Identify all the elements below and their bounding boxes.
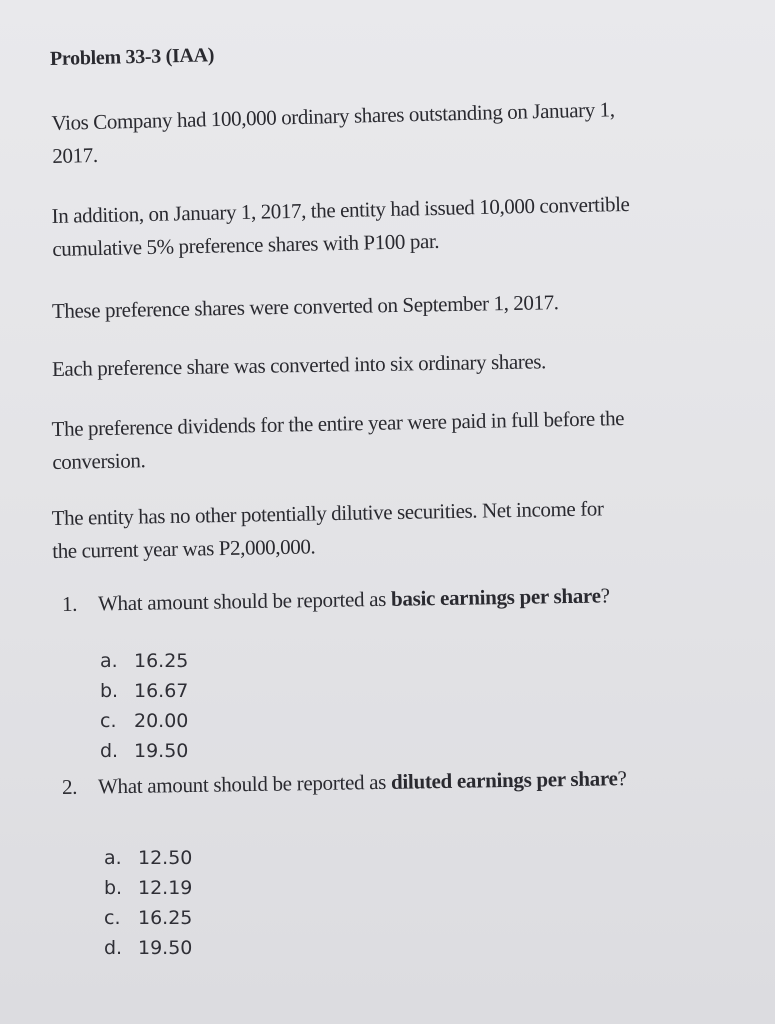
- choice-value: 20.00: [134, 710, 189, 732]
- choice-label: d.: [100, 740, 119, 762]
- choice-d[interactable]: [100, 736, 188, 766]
- question-text: What amount should be reported as: [97, 586, 392, 616]
- choices-basic-eps: [100, 646, 188, 766]
- choice-label: a.: [100, 650, 118, 672]
- paragraph-line: conversion.: [52, 448, 146, 474]
- question-emphasis: basic earnings per share: [390, 583, 601, 611]
- choice-b[interactable]: [100, 676, 188, 706]
- question-emphasis: diluted earnings per share: [390, 766, 618, 794]
- paragraph-line: The preference dividends for the entire year were paid in full before the: [51, 406, 625, 442]
- question-text: What amount should be reported as: [97, 769, 392, 799]
- choice-label: c.: [104, 907, 121, 929]
- question-mark: ?: [617, 766, 627, 791]
- question-number: 2.: [61, 774, 78, 799]
- choice-value: 19.50: [134, 740, 189, 762]
- choice-label: b.: [104, 877, 123, 899]
- paragraph-line: 2017.: [52, 142, 98, 168]
- question-basic-eps: [62, 583, 610, 617]
- paragraph-line: the current year was P2,000,000.: [52, 534, 316, 563]
- choice-c[interactable]: [100, 706, 188, 736]
- question-number: 1.: [61, 591, 78, 616]
- choice-value: 16.67: [134, 680, 189, 702]
- choice-label: a.: [104, 847, 122, 869]
- choice-label: b.: [100, 680, 119, 702]
- paragraph-conversion-ratio: [52, 345, 546, 386]
- choice-value: 19.50: [138, 937, 193, 959]
- paragraph-line: Vios Company had 100,000 ordinary shares outstanding on January 1,: [51, 97, 615, 136]
- problem-title: Problem 33-3 (IAA): [49, 44, 215, 70]
- choice-value: 12.19: [138, 877, 193, 899]
- choice-c[interactable]: [104, 903, 192, 933]
- paragraph-dividends: [51, 402, 625, 479]
- paragraph-line: These preference shares were converted on September 1, 2017.: [51, 290, 559, 323]
- choice-label: d.: [104, 937, 123, 959]
- choice-value: 16.25: [134, 650, 189, 672]
- paragraph-line: Each preference share was converted into six ordinary shares.: [51, 349, 547, 381]
- paragraph-line: The entity has no other potentially dilutive securities. Net income for: [51, 496, 604, 531]
- paragraph-conversion-date: [52, 286, 559, 328]
- paragraph-preference-issue: [51, 188, 630, 266]
- question-diluted-eps: [62, 766, 627, 800]
- choice-value: 12.50: [138, 847, 193, 869]
- choice-b[interactable]: [104, 873, 192, 903]
- paragraph-line: cumulative 5% preference shares with P100 par.: [52, 228, 440, 261]
- question-mark: ?: [600, 583, 610, 608]
- choice-a[interactable]: [104, 843, 192, 873]
- choice-label: c.: [100, 710, 117, 732]
- choice-value: 16.25: [138, 907, 193, 929]
- paragraph-shares-outstanding: [51, 93, 616, 173]
- paragraph-net-income: [51, 492, 604, 568]
- choice-d[interactable]: [104, 933, 192, 963]
- paragraph-line: In addition, on January 1, 2017, the entity had issued 10,000 convertible: [51, 191, 630, 229]
- choices-diluted-eps: [104, 843, 192, 963]
- choice-a[interactable]: [100, 646, 188, 676]
